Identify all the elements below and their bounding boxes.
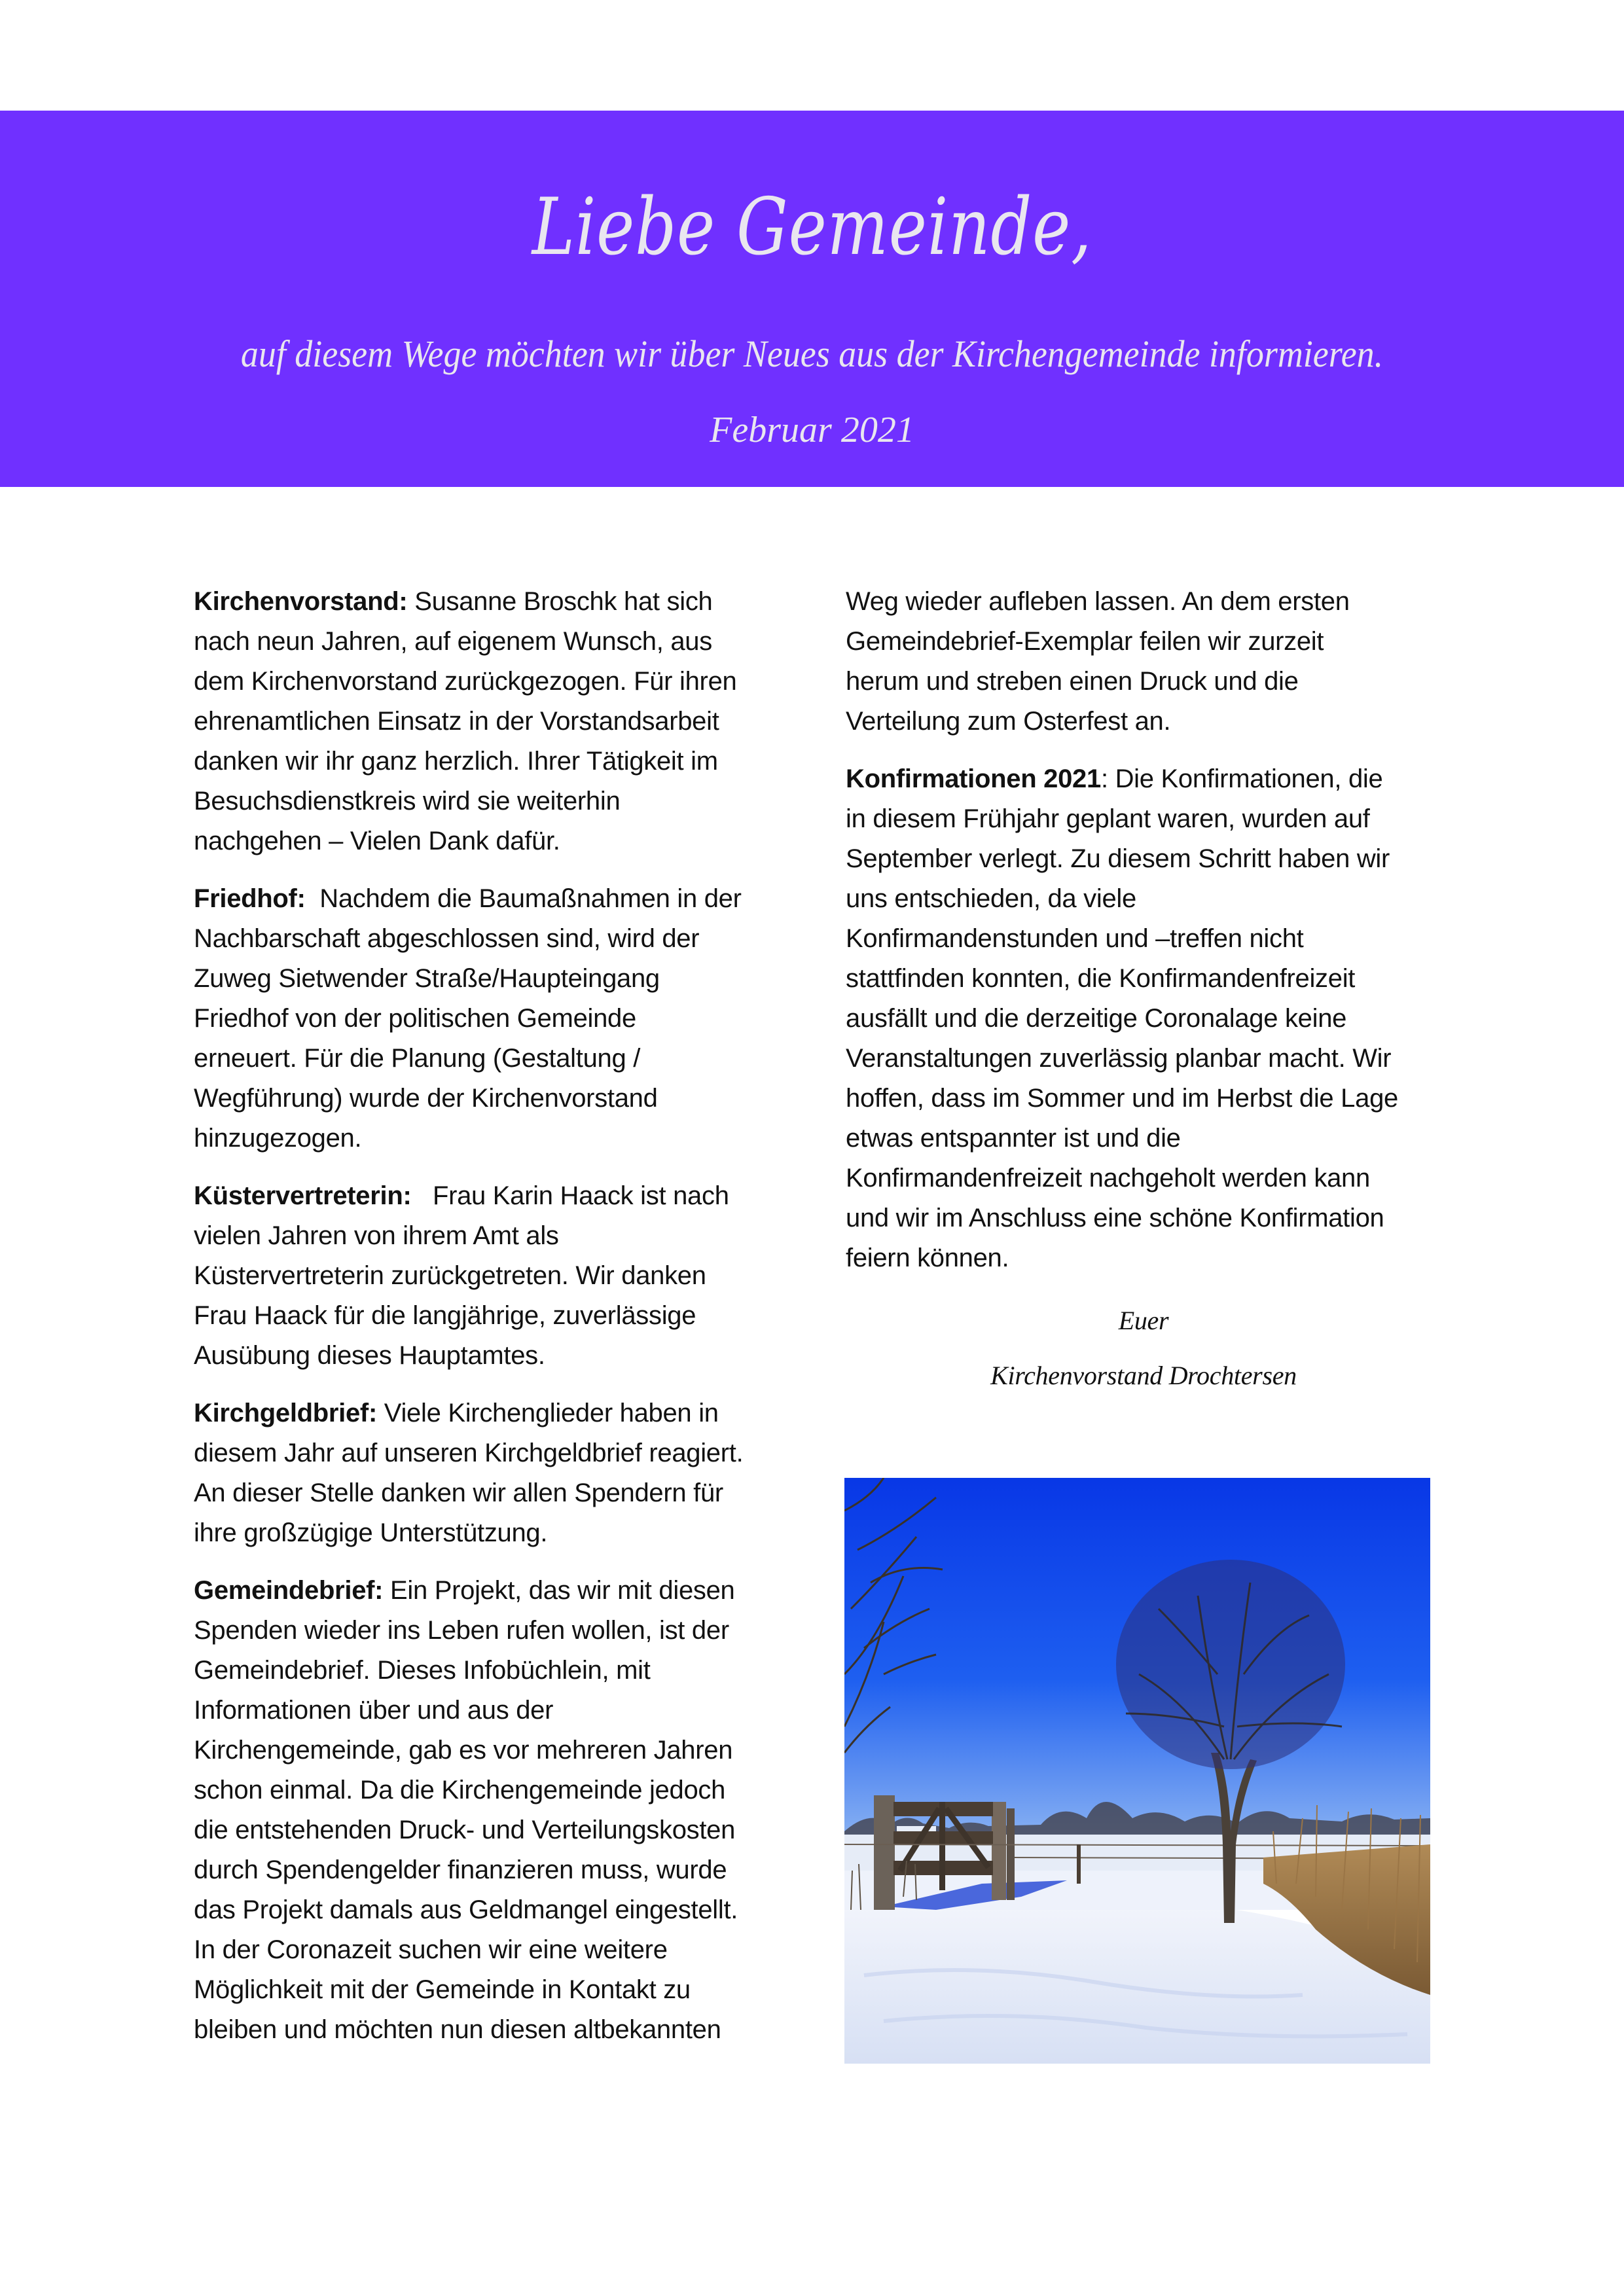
paragraph-heading: Gemeindebrief: xyxy=(194,1576,384,1605)
paragraph-heading: Friedhof: xyxy=(194,884,306,913)
signature-greeting: Euer xyxy=(1118,1306,1169,1335)
signature-name: Kirchenvorstand Drochtersen xyxy=(990,1361,1297,1390)
page-subtitle: auf diesem Wege möchten wir über Neues aus der Kirchengemeinde informieren. xyxy=(240,332,1384,375)
paragraph-gemeindebrief: Gemeindebrief: Ein Projekt, das wir mit diesen Spenden wieder ins Leben rufen wollen, ist der Gemeindebrief. Dieses Infobüchlein, mit Informationen über und aus der Kirchengemeinde, gab es vor mehreren Jahren schon einmal. Da die Kirchengemeinde jedoch die entstehenden Druck- und Verteilungskosten durch Spendengelder finanzieren muss, wurde das Projekt damals aus Geldmangel eingestellt. In der Coronazeit suchen wir eine weitere Möglichkeit mit der Gemeinde in Kontakt zu bleiben und möchten nun diesen altbekannten xyxy=(194,1576,738,2044)
paragraph-heading: Konfirmationen 2021 xyxy=(846,764,1101,793)
paragraph-gemeindebrief-continued: Weg wieder aufleben lassen. An dem ersten Gemeindebrief-Exemplar feilen wir zurzeit herum und streben einen Druck und die Verteilung zum Osterfest an. xyxy=(846,587,1350,736)
signature xyxy=(846,1293,1441,1403)
paragraph-heading: Küstervertreterin: xyxy=(194,1181,412,1210)
paragraph-kuestervertreterin: Küstervertreterin: Frau Karin Haack ist nach vielen Jahren von ihrem Amt als Küstervertreterin zurückgetreten. Wir danken Frau Haack für die langjährige, zuverlässige Ausübung dieses Hauptamtes. xyxy=(194,1181,729,1370)
paragraph-konfirmationen: Konfirmationen 2021: Die Konfirmationen, die in diesem Frühjahr geplant waren, wurden auf September verlegt. Zu diesem Schritt haben wir uns entschieden, da viele Konfirmandenstunden und –treffen nicht stattfinden konnten, die Konfirmandenfreizeit ausfällt und die derzeitige Coronalage keine Veranstaltungen zuverlässig planbar macht. Wir hoffen, dass im Sommer und im Herbst die Lage etwas entspannter ist und die Konfirmandenfreizeit nachgeholt werden kann und wir im Anschluss eine schöne Konfirmation feiern können. xyxy=(846,764,1398,1272)
winter-landscape-photo xyxy=(844,1478,1430,2064)
right-column xyxy=(846,582,1441,1403)
paragraph-kirchenvorstand: Kirchenvorstand: Susanne Broschk hat sich nach neun Jahren, auf eigenem Wunsch, aus dem Kirchenvorstand zurückgezogen. Für ihren ehrenamtlichen Einsatz in der Vorstandsarbeit danken wir ihr ganz herzlich. Ihrer Tätigkeit im Besuchsdienstkreis wird sie weiterhin nachgehen – Vielen Dank dafür. xyxy=(194,587,737,855)
left-column xyxy=(194,582,786,2068)
page-title: Liebe Gemeinde, xyxy=(532,182,1092,273)
paragraph-kirchgeldbrief: Kirchgeldbrief: Viele Kirchenglieder haben in diesem Jahr auf unseren Kirchgeldbrief reagiert. An dieser Stelle danken wir allen Spendern für ihre großzügige Unterstützung. xyxy=(194,1399,744,1547)
paragraph-heading: Kirchgeldbrief: xyxy=(194,1399,377,1427)
paragraph-friedhof: Friedhof: Nachdem die Baumaßnahmen in der Nachbarschaft abgeschlossen sind, wird der Zuweg Sietwender Straße/Haupteingang Friedhof von der politischen Gemeinde erneuert. Für die Planung (Gestaltung / Wegführung) wurde der Kirchenvorstand hinzugezogen. xyxy=(194,884,742,1153)
issue-date: Februar 2021 xyxy=(710,410,914,450)
paragraph-heading: Kirchenvorstand: xyxy=(194,587,408,616)
photo-illustration xyxy=(844,1478,1430,2064)
header-banner xyxy=(0,111,1624,487)
